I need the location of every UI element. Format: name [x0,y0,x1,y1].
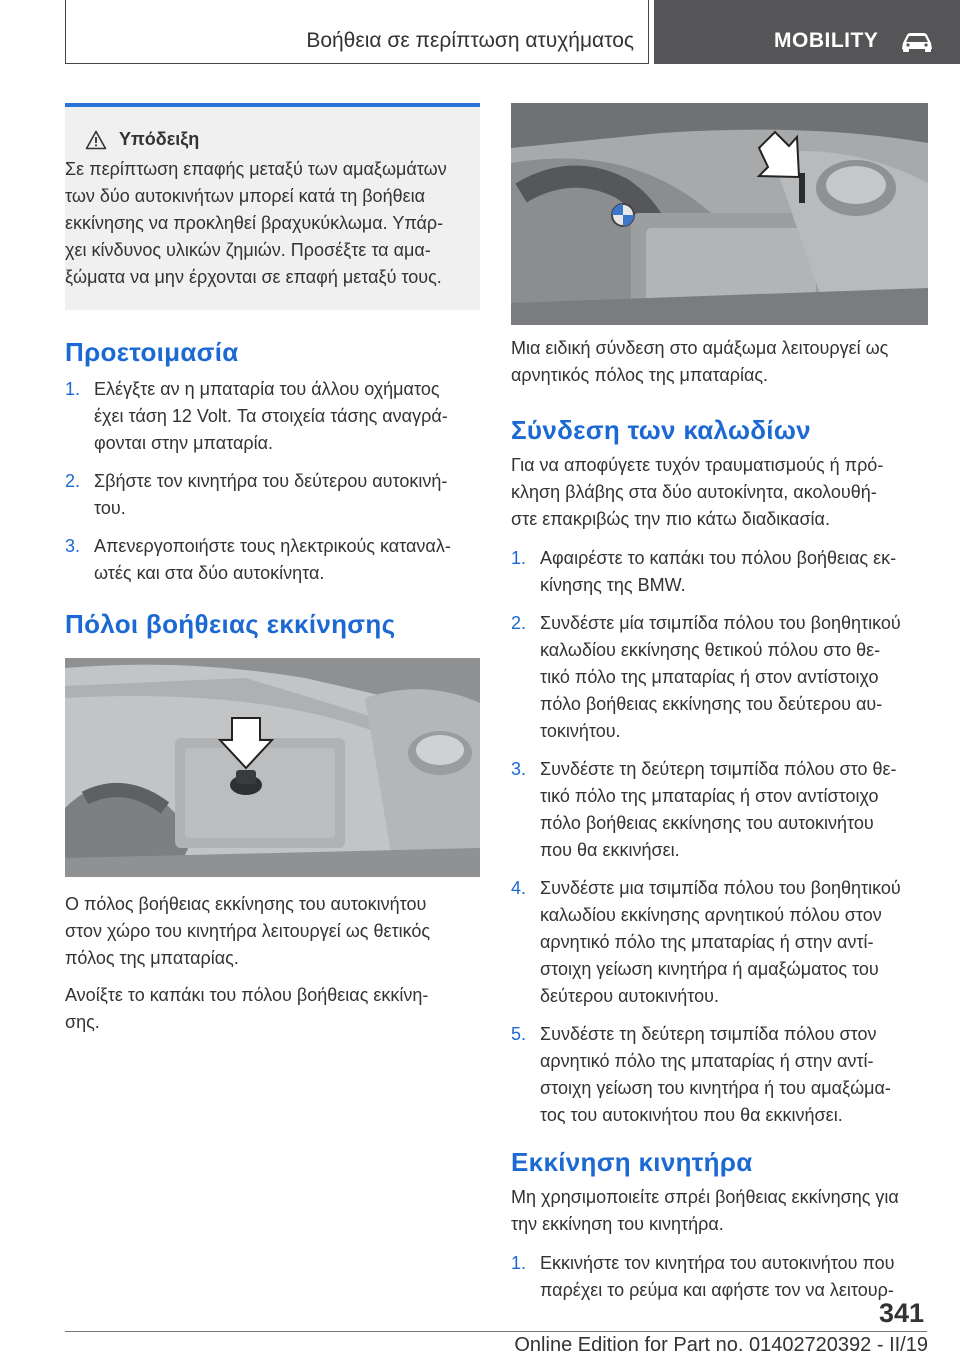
step-line: αρνητικό πόλο της μπαταρίας ή στην αντί- [540,932,874,952]
heading-cable-connection: Σύνδεση των καλωδίων [511,415,811,445]
car-icon [900,31,934,53]
heading-preparation: Προετοιμασία [65,337,239,367]
step-line: Σβήστε τον κινητήρα του δεύτερου αυτοκινή- [94,471,448,491]
footer-edition: Online Edition for Part no. 01402720392 - II/19 [514,1334,928,1356]
warning-triangle-icon [85,130,107,150]
intro-line: Μη χρησιμοποιείτε σπρέι βοήθειας εκκίνησης για [511,1187,899,1207]
step-number: 1. [65,379,81,399]
step-number: 2. [65,471,81,491]
step-line: πόλο βοήθειας εκκίνησης του δεύτερου αυ- [540,694,883,714]
step-line: Εκκινήστε τον κινητήρα του αυτοκινήτου που [540,1253,895,1273]
heading-jump-poles: Πόλοι βοήθειας εκκίνησης [65,609,396,639]
preparation-steps [65,376,480,587]
step-number: 3. [511,759,527,779]
step-number: 3. [65,536,81,556]
right-column [511,103,928,1315]
step-line: τικό πόλο της μπαταρίας ή στον αντίστοιχο [540,786,879,806]
footer-divider [65,1331,927,1332]
caption-line: στον χώρο του κινητήρα λειτουργεί ως θετικός [65,921,431,941]
cable-steps [511,545,928,1129]
step-line: Συνδέστε τη δεύτερη τσιμπίδα πόλου στον [540,1024,877,1044]
step-number: 1. [511,548,527,568]
step-line: αρνητικό πόλο της μπαταρίας ή στην αντί- [540,1051,874,1071]
note-line: εκκίνησης να προκληθεί βραχυκύκλωμα. Υπάρ- [65,213,444,233]
step-line: ωτές και στα δύο αυτοκίνητα. [94,563,325,583]
engine-bay-photo-negative-pole [511,103,928,325]
step-line: στοιχη γείωση του κινητήρα ή του αμαξώμα- [540,1078,891,1098]
step-line: τικό πόλο της μπαταρίας ή στον αντίστοιχο [540,667,879,687]
cables-intro [511,452,928,533]
page-number: 341 [878,1298,924,1328]
caption-line: Μια ειδική σύνδεση στο αμάξωμα λειτουργεί ως [511,338,889,358]
list-item [65,468,480,522]
caution-note [65,103,480,310]
list-item [511,1250,928,1304]
step-line: Ελέγξτε αν η μπαταρία του άλλου οχήματος [94,379,440,399]
step-line: πόλο βοήθειας εκκίνησης του αυτοκινήτου [540,813,874,833]
engine-start-steps [511,1250,928,1304]
engine-bay-photo-positive-pole [65,658,480,877]
intro-line: στε επακριβώς την πιο κάτω διαδικασία. [511,509,830,529]
list-item [65,376,480,457]
step-line: καλωδίου εκκίνησης αρνητικού πόλου στον [540,905,882,925]
note-header [85,129,474,150]
step-line: έχει τάση 12 Volt. Τα στοιχεία τάσης αναγρά- [94,406,448,426]
step-line: καλωδίου εκκίνησης θετικού πόλου στο θε- [540,640,881,660]
list-item [511,610,928,745]
step-number: 4. [511,878,527,898]
heading-engine-start: Εκκίνηση κινητήρα [511,1147,753,1177]
step-line: δεύτερου αυτοκινήτου. [540,986,719,1006]
step-line: τοκινήτου. [540,721,621,741]
note-line: χει κίνδυνος υλικών ζημιών. Προσέξτε τα αμα- [65,240,431,260]
note-text [65,156,474,291]
engine-bay-illustration [65,658,480,877]
list-item [65,533,480,587]
section-title: Βοήθεια σε περίπτωση ατυχήματος [306,29,634,52]
step-line: Συνδέστε μια τσιμπίδα πόλου του βοηθητικού [540,878,901,898]
step-line: που θα εκκινήσει. [540,840,680,860]
jump-pole-instruction [65,982,480,1036]
list-item [511,545,928,599]
note-line: των δύο αυτοκινήτων μπορεί κατά τη βοήθεια [65,186,426,206]
caption-line: πόλος της μπαταρίας. [65,948,239,968]
instruction-line: σης. [65,1012,100,1032]
intro-line: κληση βλάβης στα δύο αυτοκίνητα, ακολουθή- [511,482,877,502]
step-line: κίνησης της BMW. [540,575,686,595]
caption-line: αρνητικός πόλος της μπαταρίας. [511,365,769,385]
step-line: τος του αυτοκινήτου που θα εκκινήσει. [540,1105,843,1125]
photo-caption [65,891,480,972]
photo-caption [511,335,928,389]
note-line: Σε περίπτωση επαφής μεταξύ των αμαξωμάτων [65,159,447,179]
step-line: Συνδέστε μία τσιμπίδα πόλου του βοηθητικού [540,613,901,633]
left-column [65,103,480,1036]
caption-line: Ο πόλος βοήθειας εκκίνησης του αυτοκινήτου [65,894,427,914]
step-line: Συνδέστε τη δεύτερη τσιμπίδα πόλου στο θε- [540,759,897,779]
note-title: Υπόδειξη [119,129,200,149]
header-section-box [65,0,649,64]
engine-start-intro [511,1184,928,1238]
step-line: φονται στην μπαταρία. [94,433,274,453]
step-line: Αφαιρέστε το καπάκι του πόλου βοήθειας εκ- [540,548,897,568]
step-number: 2. [511,613,527,633]
list-item [511,875,928,1010]
list-item [511,1021,928,1129]
step-line: Απενεργοποιήστε τους ηλεκτρικούς καταναλ- [94,536,451,556]
engine-bay-illustration [511,103,928,325]
list-item [511,756,928,864]
step-line: στοιχη γείωση κινητήρα ή αμαξώματος του [540,959,879,979]
instruction-line: Ανοίξτε το καπάκι του πόλου βοήθειας εκκίνη- [65,985,429,1005]
step-number: 1. [511,1253,527,1273]
intro-line: Για να αποφύγετε τυχόν τραυματισμούς ή πρό- [511,455,884,475]
mobility-tab[interactable] [654,0,960,64]
step-line: παρέχει το ρεύμα και αφήστε τον να λειτουρ- [540,1280,894,1300]
step-line: του. [94,498,126,518]
step-number: 5. [511,1024,527,1044]
note-line: ξώματα να μην έρχονται σε επαφή μεταξύ τους. [65,267,442,287]
mobility-tab-label: MOBILITY [774,29,879,52]
intro-line: την εκκίνηση του κινητήρα. [511,1214,724,1234]
